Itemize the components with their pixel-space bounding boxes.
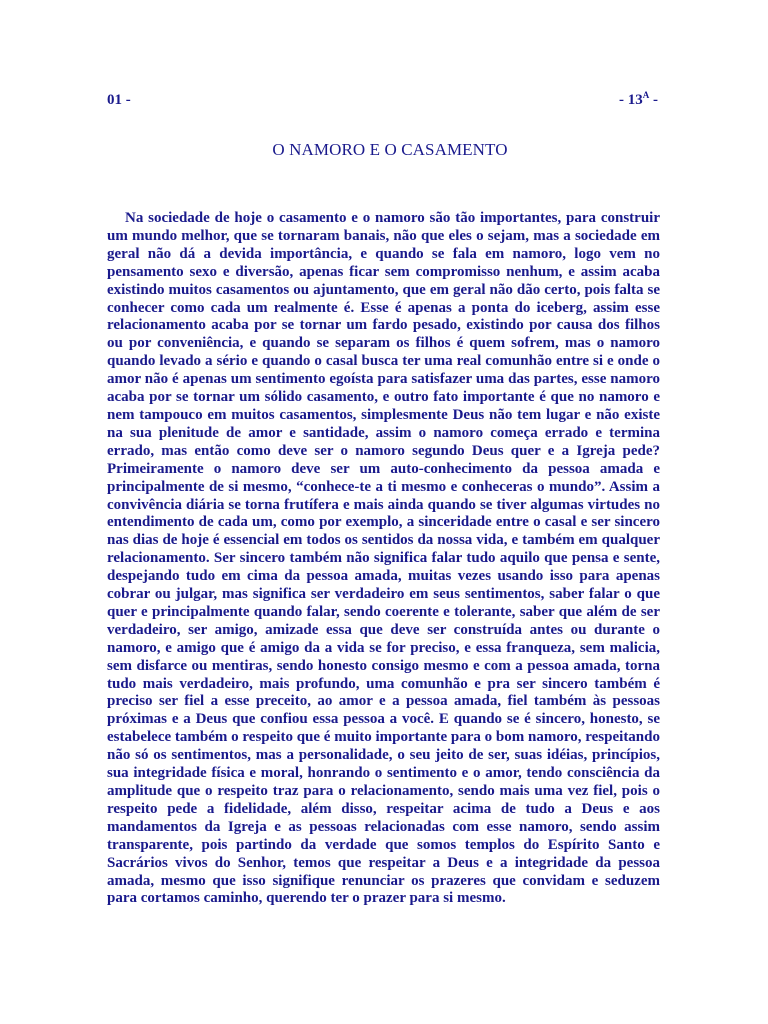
page-number-right-suffix: - — [649, 92, 658, 108]
page-number-right-main: - 13 — [619, 92, 643, 108]
page-number-right-superscript: A — [642, 90, 650, 100]
page-number-left: 01 - — [107, 92, 131, 108]
document-title: O NAMORO E O CASAMENTO — [272, 140, 508, 160]
body-paragraph: Na sociedade de hoje o casamento e o namoro são tão importantes, para construir um mundo melhor, que se tornaram banais, não que eles o sejam, mas a sociedade em geral não dá a devida importância, e quando se fala em namoro, logo vem no pensamento sexo e diversão, apenas ficar sem compromisso nenhum, e assim acaba existindo muitos casamentos ou ajuntamento, que em geral não dão certo, pois falta se conhecer como cada um realmente é. Esse é apenas a ponta do iceberg, assim esse relacionamento acaba por se tornar um fardo pesado, existindo por causa dos filhos ou por conveniência, e quando se separam os filhos é quem sofrem, mas o namoro quando levado a sério e quando o casal busca ter uma real comunhão entre si e onde o amor não é apenas um sentimento egoísta para satisfazer uma das partes, esse namoro acaba por se tornar um sólido casamento, e outro fato importante é que no namoro e nem tampouco em muitos casamentos, simplesmente Deus não tem lugar e não existe na sua plenitude de amor e santidade, assim o namoro começa errado e termina errado, mas então como deve ser o namoro segundo Deus quer e a Igreja pede? Primeiramente o namoro deve ser um auto-conhecimento da pessoa amada e principalmente de si mesmo, “conhece-te a ti mesmo e conheceras o mundo”. Assim a convivência diária se torna frutífera e mais ainda quando se tiver algumas virtudes no entendimento de cada um, como por exemplo, a sinceridade entre o casal e ser sincero nas dias de hoje é essencial em todos os sentidos da nossa vida, e também em qualquer relacionamento. Ser sincero também não significa falar tudo aquilo que pensa e sente, despejando tudo em cima da pessoa amada, muitas vezes usando isso para apenas cobrar ou julgar, mas significa ser verdadeiro em seus sentimentos, saber falar o que quer e principalmente quando falar, sendo coerente e tolerante, saber que além de ser verdadeiro, ser amigo, amizade essa que deve ser construída antes ou durante o namoro, e amigo que é amigo da a vida se for preciso, e essa franqueza, sem malicia, sem disfarce ou mentiras, sendo honesto consigo mesmo e com a pessoa amada, torna tudo mais verdadeiro, mais profundo, uma comunhão e pra ser sincero também é preciso ser fiel a esse preceito, ao amor e a pessoa amada, fiel também às pessoas próximas e a Deus que confiou essa pessoa a você. E quando se é sincero, honesto, se estabelece também o respeito que é muito importante para o bom namoro, respeitando não só os sentimentos, mas a personalidade, o seu jeito de ser, suas idéias, princípios, sua integridade física e moral, honrando o sentimento e o amor, tendo consciência da amplitude que o respeito traz para o relacionamento, sendo mais uma vez fiel, pois o respeito pede a fidelidade, além disso, respeitar acima de tudo a Deus e aos mandamentos da Igreja e as pessoas relacionadas com esse namoro, sendo assim transparente, pois partindo da verdade que somos templos do Espírito Santo e Sacrários vivos do Senhor, temos que respeitar a Deus e a integridade da pessoa amada, mesmo que isso signifique renunciar os prazeres que convidam e seduzem para cortamos caminho, querendo ter o prazer para si mesmo. — [107, 210, 660, 907]
page-number-right — [619, 92, 658, 109]
